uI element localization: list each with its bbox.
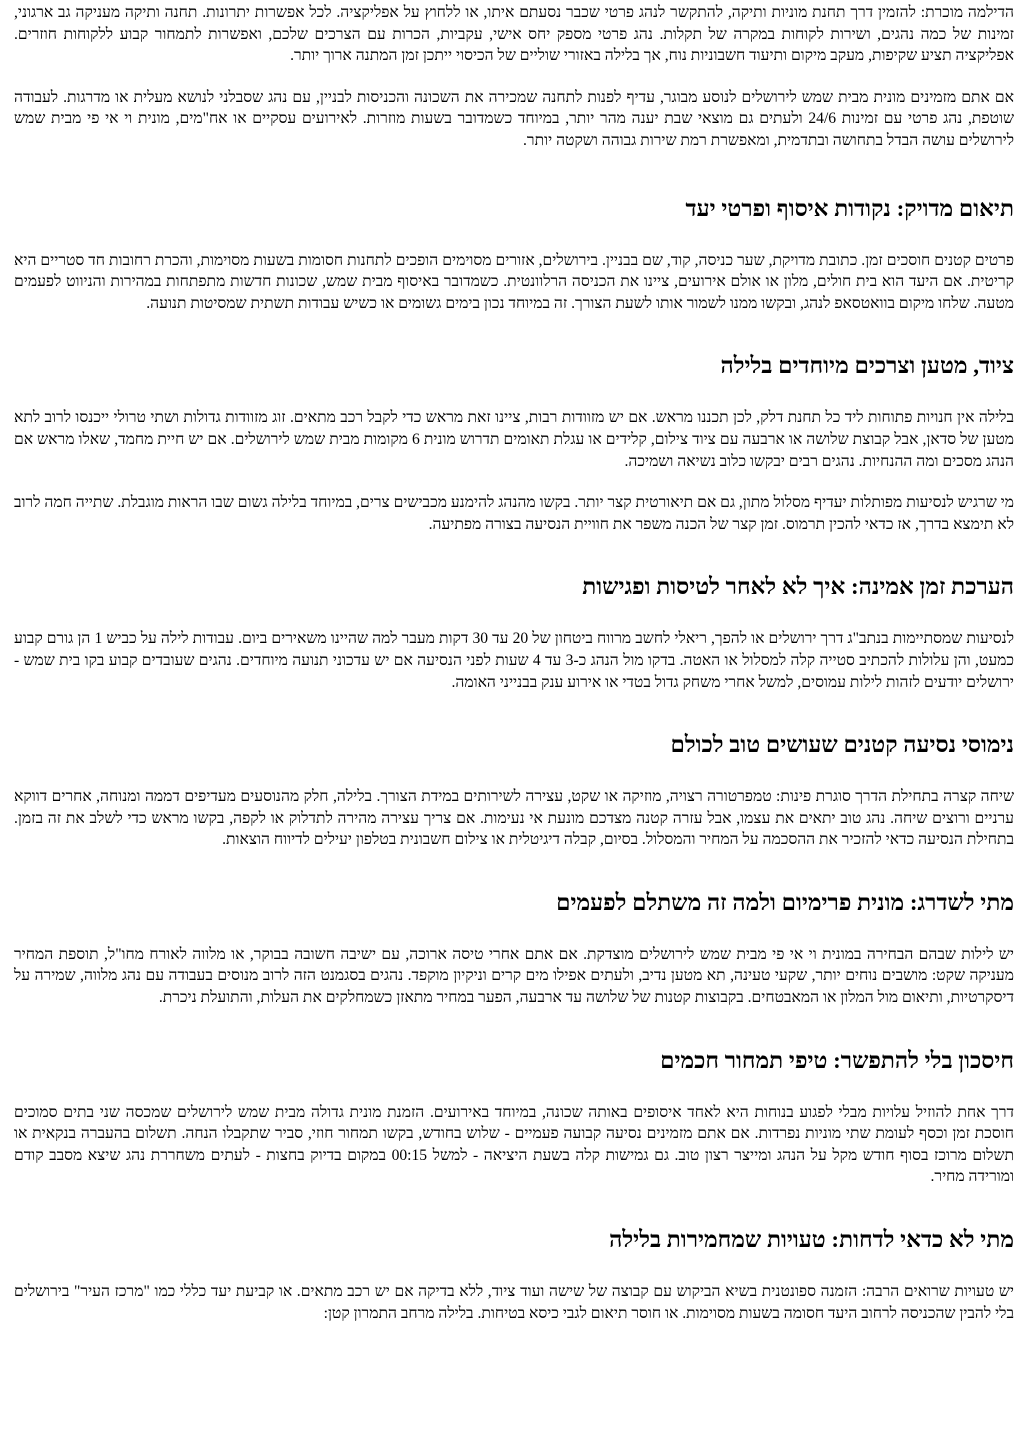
section-heading-premium-upgrade: מתי לשדרג: מונית פרימיום ולמה זה משתלם לפעמים — [556, 889, 1014, 915]
section-heading-pricing-tips: חיסכון בלי להתפשר: טיפי תמחור חכמים — [660, 1047, 1014, 1073]
intro-paragraph-2: אם אתם מזמינים מונית מבית שמש לירושלים לנוסע מבוגר, עדיף לפנות לתחנה שמכירה את השכונה והכניסות לבניין, עם נהג שסבלני לנושא מעלית או מדרגות. לעבודה שוטפת, נהג פרטי עם זמינות 24/6 ולעתים גם מוצאי שבת יענה מהר יותר, במיוחד כשמדובר בשעות מוזרות. לאירועים עסקיים או אח"מים, מונית וי אי פי מבית שמש לירושלים עושה הבדל בתחושה ובתדמית, ומאפשרת רמת שירות גבוהה ושקטה יותר. — [14, 88, 1014, 149]
section-paragraph: שיחה קצרה בתחילת הדרך סוגרת פינות: טמפרטורה רצויה, מוזיקה או שקט, עצירה לשירותים במידת הצורך. בלילה, חלק מהנוסעים מעדיפים דממה ומנוחה, אחרים דווקא ערניים ורוצים שיחה. נהג טוב יתאים את עצמו, אבל עזרה קטנה מצדכם מונעת אי נעימות. אם צריך עצירה מהירה לתדלוק או לקפה, בקשו מראש כדי לשלב את זה בזמן. בתחילת הנסיעה כדאי להזכיר את ההסכמה על המחיר והמסלול. בסיום, קבלה דיגיטלית או צילום חשבונית בטלפון יעילים לדיווח הוצאות. — [14, 788, 1014, 849]
section-heading-ride-etiquette: נימוסי נסיעה קטנים שעושים טוב לכולם — [670, 732, 1014, 758]
section-paragraph: דרך אחת להוזיל עלויות מבלי לפגוע בנוחות היא לאחד איסופים באותה שכונה, במיוחד באירועים. הזמנת מונית גדולה מבית שמש לירושלים שמכסה שני בתים סמוכים חוסכת זמן וכסף לעומת שתי מוניות נפרדות. אם אתם מזמינים נסיעה קבועה פעמיים - שלוש בחודש, בקשו תמחור חוזי, סביר שתקבלו הנחה. תשלום בהעברה בנקאית או תשלום מרוכז בסוף חודש מקל על הנהג ומייצר רצון טוב. גם גמישות קלה בשעת היציאה - למשל 00:15 במקום בדיוק בחצות - לעתים משחררת נהג שיצא מסבב קודם ומורידה מחיר. — [14, 1103, 1014, 1186]
section-heading-night-equipment: ציוד, מטען וצרכים מיוחדים בלילה — [720, 353, 1014, 379]
section-paragraph: יש טעויות שרואים הרבה: הזמנה ספונטנית בשיא הביקוש עם קבוצה של שישה ועוד ציוד, ללא בדיקה אם יש רכב מתאים. או קביעת יעד כללי כמו "מרכז העיר" בירושלים בלי להבין שהכניסה לרחוב היעד חסומה בשעות מסוימות. או חוסר תיאום לגבי כיסא בטיחות. בלילה מרחב התמרון קטן: — [14, 1283, 1014, 1322]
section-paragraph: פרטים קטנים חוסכים זמן. כתובת מדויקת, שער כניסה, קוד, שם בבניין. בירושלים, אזורים מסוימים הופכים לתחנות חסומות בשעות מסוימות, והכרת רחובות חד סטריים היא קריטית. אם היעד הוא בית חולים, מלון או אולם אירועים, ציינו את הכניסה הרלוונטית. כשמדובר באיסוף מבית שמש, שכונות חדשות מתפתחות במהירות והניווט לפעמים מטעה. שלחו מיקום בוואטסאפ לנהג, ובקשו ממנו לשמור אותו לשעת הצורך. זה במיוחד נכון בימים גשומים או כשיש עבודות תשתית שמסיטות תנועה. — [14, 251, 1014, 312]
intro-paragraph-1: הדילמה מוכרת: להזמין דרך תחנת מוניות ותיקה, להתקשר לנהג פרטי שכבר נסעתם איתו, או ללחוץ על אפליקציה. לכל אפשרות יתרונות. תחנה ותיקה מעניקה גב ארגוני, זמינות של כמה נהגים, ושירות לקוחות במקרה של תקלות. נהג פרטי מספק יחס אישי, עקביות, הכרות עם הצרכים שלכם, ואפשרות לתמחור קבוע ללקוחות חוזרים. אפליקציה תציע שקיפות, מעקב מיקום ותיעוד חשבוניות נוח, אך בלילה באזורי שוליים של הכיסוי ייתכן זמן המתנה ארוך יותר. — [14, 4, 1014, 65]
section-heading-night-mistakes: מתי לא כדאי לדחות: טעויות שמחמירות בלילה — [609, 1227, 1014, 1253]
section-heading-pickup-details: תיאום מדויק: נקודות איסוף ופרטי יעד — [685, 195, 1014, 221]
section-paragraph: בלילה אין חנויות פתוחות ליד כל תחנת דלק, לכן תכננו מראש. אם יש מזוודות רבות, ציינו זאת מראש כדי לקבל רכב מתאים. זוג מזוודות גדולות ושתי טרולי ייכנסו לרוב לתא מטען של סדאן, אבל קבוצת שלושה או ארבעה עם ציוד צילום, קלידים או עגלת תאומים תדרוש מונית 6 מקומות מבית שמש לירושלים. אם יש חיית מחמד, שאלו מראש אם הנהג מסכים ומה ההנחיות. נהגים רבים יבקשו כלוב נשיאה ושמיכה. — [14, 409, 1014, 470]
section-paragraph: יש לילות שבהם הבחירה במונית וי אי פי מבית שמש לירושלים מוצדקת. אם אתם אחרי טיסה ארוכה, עם ישיבה חשובה בבוקר, או מלווה לאורח מחו"ל, תוספת המחיר מעניקה שקט: מושבים נוחים יותר, שקעי טעינה, תא מטען נדיב, ולעתים אפילו מים קרים וניקיון מוקפד. נהגים בסגמנט הזה לרוב מנוסים בעבודה עם נהג מלווה, שמירה על דיסקרטיות, ותיאום מול המלון או המאבטחים. בקבוצות קטנות של שלושה עד ארבעה, הפער במחיר מתאזן כשמחלקים את העלות, והתועלת ניכרת. — [14, 945, 1014, 1007]
section-heading-time-estimate: הערכת זמן אמינה: איך לא לאחר לטיסות ופגישות — [582, 574, 1014, 600]
section-paragraph: מי שרגיש לנסיעות מפותלות יעדיף מסלול מתון, גם אם תיאורטית קצר יותר. בקשו מהנהג להימנע מכבישים צרים, במיוחד בלילה גשום שבו הראות מוגבלת. שתייה חמה לרוב לא תימצא בדרך, אז כדאי להכין תרמוס. זמן קצר של הכנה משפר את חוויית הנסיעה בצורה מפתיעה. — [14, 494, 1014, 533]
section-paragraph: לנסיעות שמסתיימות בנתב"ג דרך ירושלים או להפך, ריאלי לחשב מרווח ביטחון של 20 עד 30 דקות מעבר למה שהיינו משאירים ביום. עבודות לילה על כביש 1 הן גורם קבוע כמעט, והן עלולות להכתיב סטייה קלה למסלול או האטה. בדקו מול הנהג כ-3 עד 4 שעות לפני הנסיעה אם יש עדכוני תנועה מיוחדים. נהגים שעובדים קבוע בקו בית שמש - ירושלים יודעים לזהות לילות עמוסים, למשל אחרי משחק גדול בטדי או אירוע ענק בבנייני האומה. — [14, 630, 1015, 691]
